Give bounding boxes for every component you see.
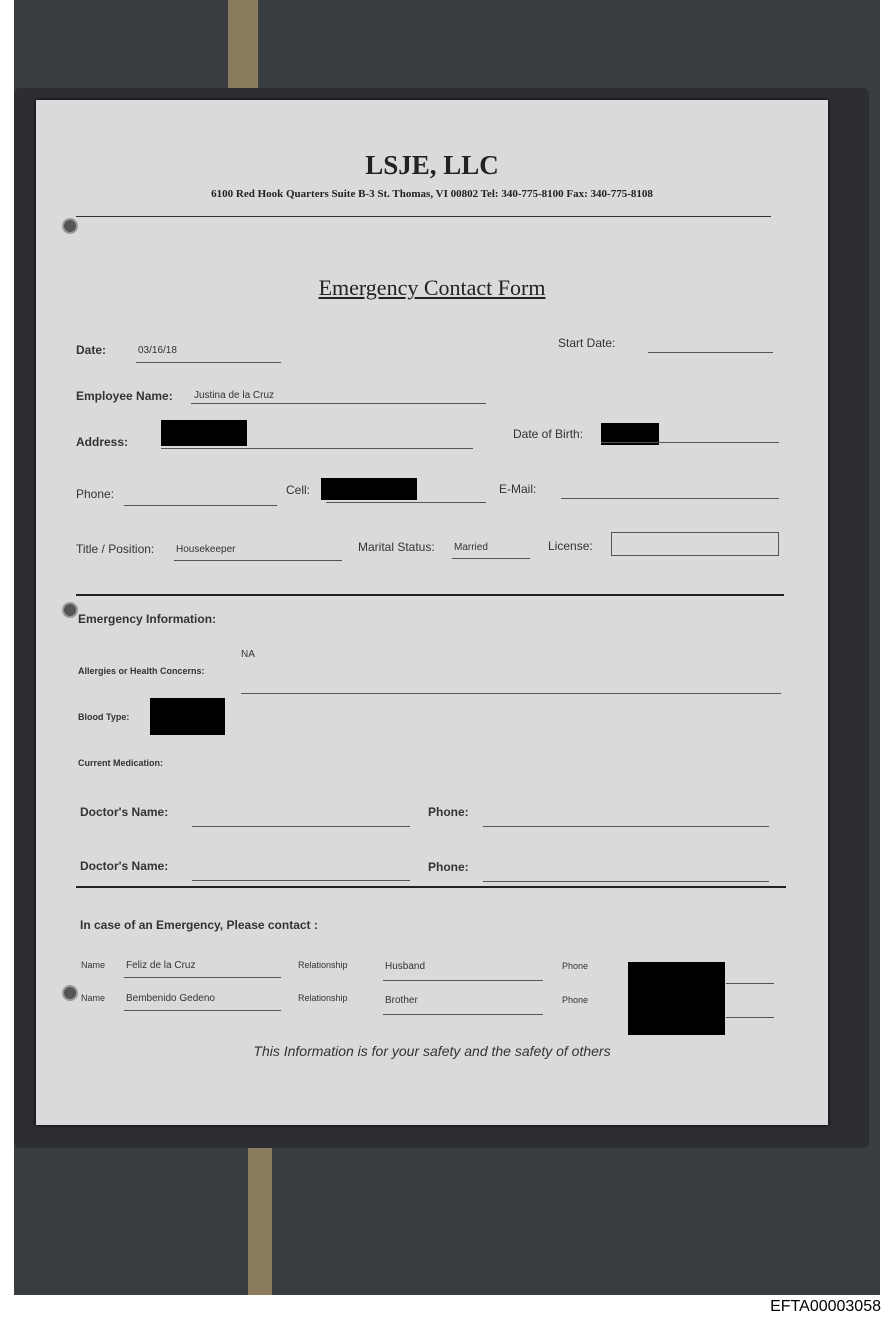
marital-value[interactable]: Married xyxy=(454,542,488,553)
company-name: LSJE, LLC xyxy=(365,150,499,180)
contacts-heading: In case of an Emergency, Please contact : xyxy=(80,918,318,932)
email-field[interactable] xyxy=(561,498,779,499)
doctor2-phone-field[interactable] xyxy=(483,881,769,882)
phone-line xyxy=(726,983,774,984)
phone-field[interactable] xyxy=(124,505,277,506)
doctor1-label: Doctor's Name: xyxy=(80,805,169,819)
license-field[interactable] xyxy=(611,532,779,556)
redaction xyxy=(161,420,247,446)
doctor2-label: Doctor's Name: xyxy=(80,859,169,873)
date-line xyxy=(136,362,281,363)
doctor2-phone-label: Phone: xyxy=(428,860,469,874)
relationship-line xyxy=(383,980,543,981)
contact-name[interactable]: Bembenido Gedeno xyxy=(126,993,215,1004)
cell-label: Cell: xyxy=(286,483,311,497)
binder-ring xyxy=(62,218,78,234)
license-label: License: xyxy=(548,539,593,553)
contact-name-line xyxy=(124,977,281,978)
address-label: Address: xyxy=(76,435,129,449)
doctor1-field[interactable] xyxy=(192,826,410,827)
company-address: 6100 Red Hook Quarters Suite B-3 St. Thomas, VI 00802 Tel: 340-775-8100 Fax: 340-775-8108 xyxy=(211,188,653,200)
phone-label: Phone: xyxy=(76,487,115,501)
doctor1-phone-field[interactable] xyxy=(483,826,769,827)
footer-note: This Information is for your safety and the safety of others xyxy=(253,1043,611,1059)
address-line xyxy=(161,448,473,449)
relationship-label: Relationship xyxy=(298,960,348,970)
phone-label: Phone xyxy=(562,995,589,1005)
date-value[interactable]: 03/16/18 xyxy=(138,345,177,356)
section-rule xyxy=(76,886,786,888)
form-title: Emergency Contact Form xyxy=(318,275,546,300)
phone-label: Phone xyxy=(562,961,589,971)
blood-type-label: Blood Type: xyxy=(78,712,130,722)
dob-label: Date of Birth: xyxy=(513,427,584,441)
employee-name-value[interactable]: Justina de la Cruz xyxy=(194,390,275,401)
contact-name-line xyxy=(124,1010,281,1011)
start-date-label: Start Date: xyxy=(558,336,616,350)
section-rule xyxy=(76,594,784,596)
relationship-value[interactable]: Brother xyxy=(385,995,418,1006)
marital-label: Marital Status: xyxy=(358,540,435,554)
header-rule xyxy=(76,216,771,217)
medication-label: Current Medication: xyxy=(78,758,164,768)
doctor2-field[interactable] xyxy=(192,880,410,881)
binder-ring xyxy=(62,985,78,1001)
start-date-field[interactable] xyxy=(648,352,773,353)
contact-name-label: Name xyxy=(81,960,106,970)
redaction xyxy=(628,962,725,1035)
contact-name[interactable]: Feliz de la Cruz xyxy=(126,960,196,971)
phone-line xyxy=(726,1017,774,1018)
floor-gap xyxy=(248,1140,272,1295)
title-value[interactable]: Housekeeper xyxy=(176,544,236,555)
floor-gap xyxy=(228,0,258,100)
contact-name-label: Name xyxy=(81,993,106,1003)
cell-line xyxy=(326,502,486,503)
employee-name-line xyxy=(191,403,486,404)
relationship-line xyxy=(383,1014,543,1015)
relationship-label: Relationship xyxy=(298,993,348,1003)
title-label: Title / Position: xyxy=(76,542,155,556)
form-title-wrap xyxy=(36,275,828,301)
form-page xyxy=(36,100,828,1125)
doctor1-phone-label: Phone: xyxy=(428,805,469,819)
allergies-value[interactable]: NA xyxy=(241,649,255,660)
allergies-label: Allergies or Health Concerns: xyxy=(78,666,205,676)
emergency-heading: Emergency Information: xyxy=(78,612,217,626)
document-id: EFTA00003058 xyxy=(770,1298,881,1315)
dob-line xyxy=(601,442,779,443)
redaction xyxy=(150,698,225,735)
binder-ring xyxy=(62,602,78,618)
marital-line xyxy=(452,558,530,559)
employee-name-label: Employee Name: xyxy=(76,389,173,403)
allergies-line xyxy=(241,693,781,694)
redaction xyxy=(321,478,417,500)
title-line xyxy=(174,560,342,561)
email-label: E-Mail: xyxy=(499,482,537,496)
date-label: Date: xyxy=(76,343,107,357)
relationship-value[interactable]: Husband xyxy=(385,961,426,972)
